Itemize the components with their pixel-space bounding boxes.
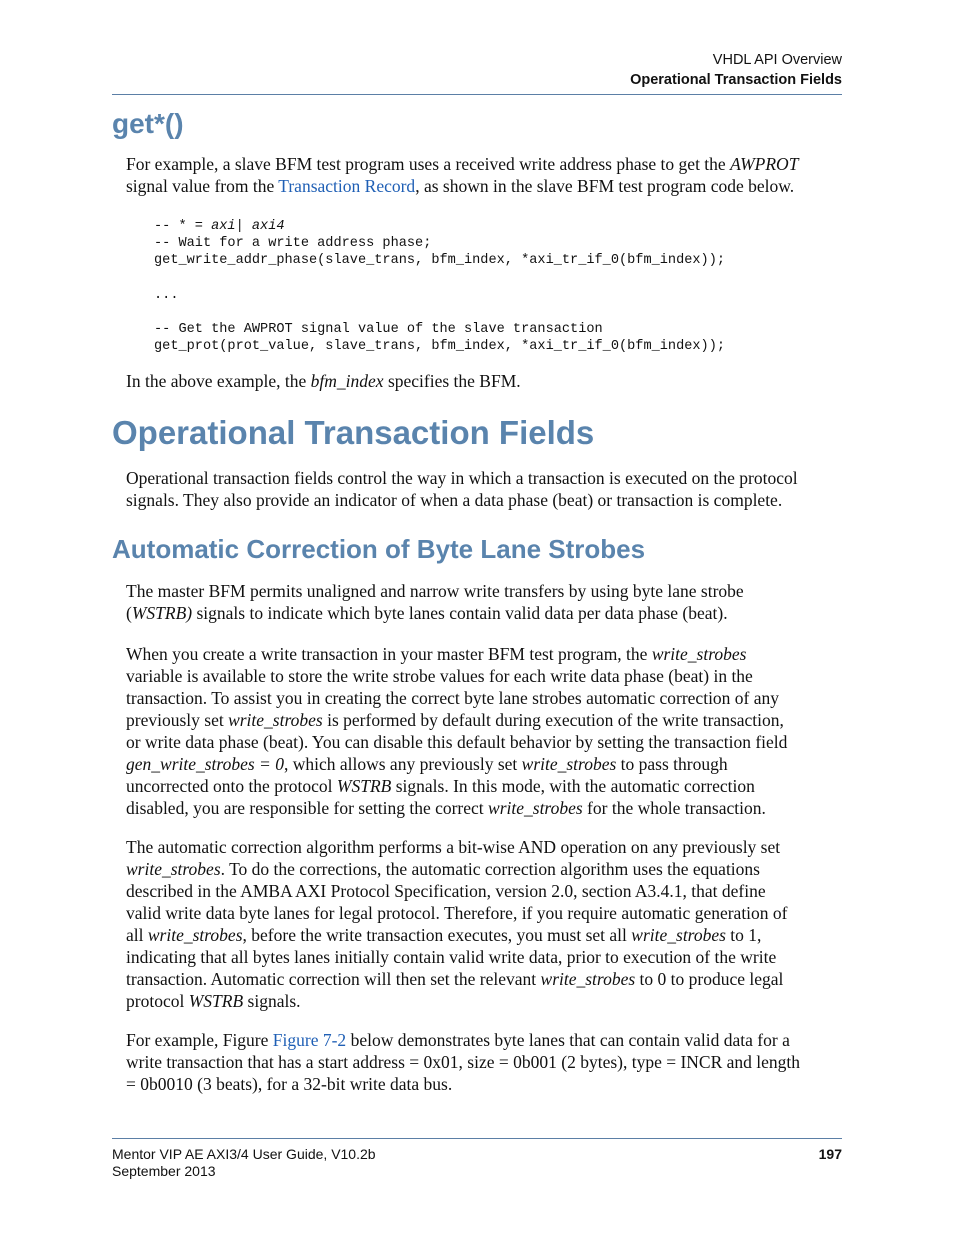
header-section: VHDL API Overview bbox=[712, 52, 842, 68]
get-heading: get*() bbox=[112, 108, 184, 139]
auto-paragraph-3: The automatic correction algorithm performs a bit-wise AND operation on any previously set write_strobes. To do the corrections, the automatic correction algorithm uses the equations described in the AMBA AXI Protocol Specification, version 2.0, section A3.4.1, that define valid write data byte lanes for legal protocol. Therefore, if you require automatic generation of all write_strobes, before the write transaction executes, you must set all write_strobes to 1, indicating that all bytes lanes initially contain valid write data, prior to execution of the write transaction. Automatic correction will then set the relevant write_strobes to 0 to produce legal protocol WSTRB signals. bbox=[126, 837, 788, 1011]
get-intro-text-3: , as shown in the slave BFM test program code below. bbox=[415, 176, 795, 196]
operational-fields-heading: Operational Transaction Fields bbox=[112, 414, 595, 451]
get-after-paragraph: In the above example, the bfm_index specifies the BFM. bbox=[126, 371, 521, 391]
figure-7-2-link[interactable]: Figure 7-2 bbox=[272, 1030, 347, 1050]
code-line: -- * = axi| axi4 bbox=[154, 219, 285, 234]
page-number: 197 bbox=[818, 1146, 842, 1162]
get-intro-text-1: For example, a slave BFM test program uses a received write address phase to get the bbox=[126, 154, 731, 174]
code-block bbox=[154, 218, 725, 356]
transaction-record-link[interactable]: Transaction Record bbox=[278, 176, 416, 196]
code-line: ... bbox=[154, 287, 179, 303]
auto-paragraph-4: For example, Figure Figure 7-2 below demonstrates byte lanes that can contain valid data for a write transaction that has a start address = 0x01, size = 0b001 (2 bytes), type = INCR and length = 0b0010 (3 beats), for a 32-bit write data bus. bbox=[126, 1030, 801, 1094]
footer-doc-title: Mentor VIP AE AXI3/4 User Guide, V10.2b bbox=[112, 1146, 376, 1162]
awprot-term: AWPROT bbox=[730, 154, 799, 174]
header-divider bbox=[112, 94, 842, 95]
auto-paragraph-1: The master BFM permits unaligned and narrow write transfers by using byte lane strobe (WSTRB) signals to indicate which byte lanes contain valid data per data phase (beat). bbox=[126, 581, 744, 623]
bfm-index-term: bfm_index bbox=[310, 371, 384, 391]
automatic-correction-heading: Automatic Correction of Byte Lane Strobes bbox=[112, 534, 646, 564]
code-line: get_prot(prot_value, slave_trans, bfm_index, *axi_tr_if_0(bfm_index)); bbox=[154, 339, 726, 355]
code-line: -- Wait for a write address phase; bbox=[154, 236, 432, 252]
footer-date: September 2013 bbox=[112, 1163, 216, 1179]
code-line: -- Get the AWPROT signal value of the slave transaction bbox=[154, 322, 603, 338]
get-intro-text-2: signal value from the bbox=[126, 176, 279, 196]
operational-fields-paragraph: Operational transaction fields control the way in which a transaction is executed on the protocol signals. They also provide an indicator of when a data phase (beat) or transaction is complete. bbox=[126, 468, 798, 510]
code-line: get_write_addr_phase(slave_trans, bfm_index, *axi_tr_if_0(bfm_index)); bbox=[154, 253, 726, 269]
auto-paragraph-2: When you create a write transaction in your master BFM test program, the write_strobes variable is available to store the write strobe values for each write data phase (beat) in the transaction. To assist you in creating the correct byte lane strobes automatic correction of any previously set write_strobes is performed by default during execution of the write transaction, or write data phase (beat). You can disable this default behavior by setting the transaction field gen_write_strobes = 0, which allows any previously set write_strobes to pass through uncorrected onto the protocol WSTRB signals. In this mode, with the automatic correction disabled, you are responsible for setting the correct write_strobes for the whole transaction. bbox=[126, 644, 788, 818]
footer-divider bbox=[112, 1138, 842, 1139]
get-intro-paragraph bbox=[126, 153, 846, 197]
header-subsection: Operational Transaction Fields bbox=[630, 72, 842, 88]
